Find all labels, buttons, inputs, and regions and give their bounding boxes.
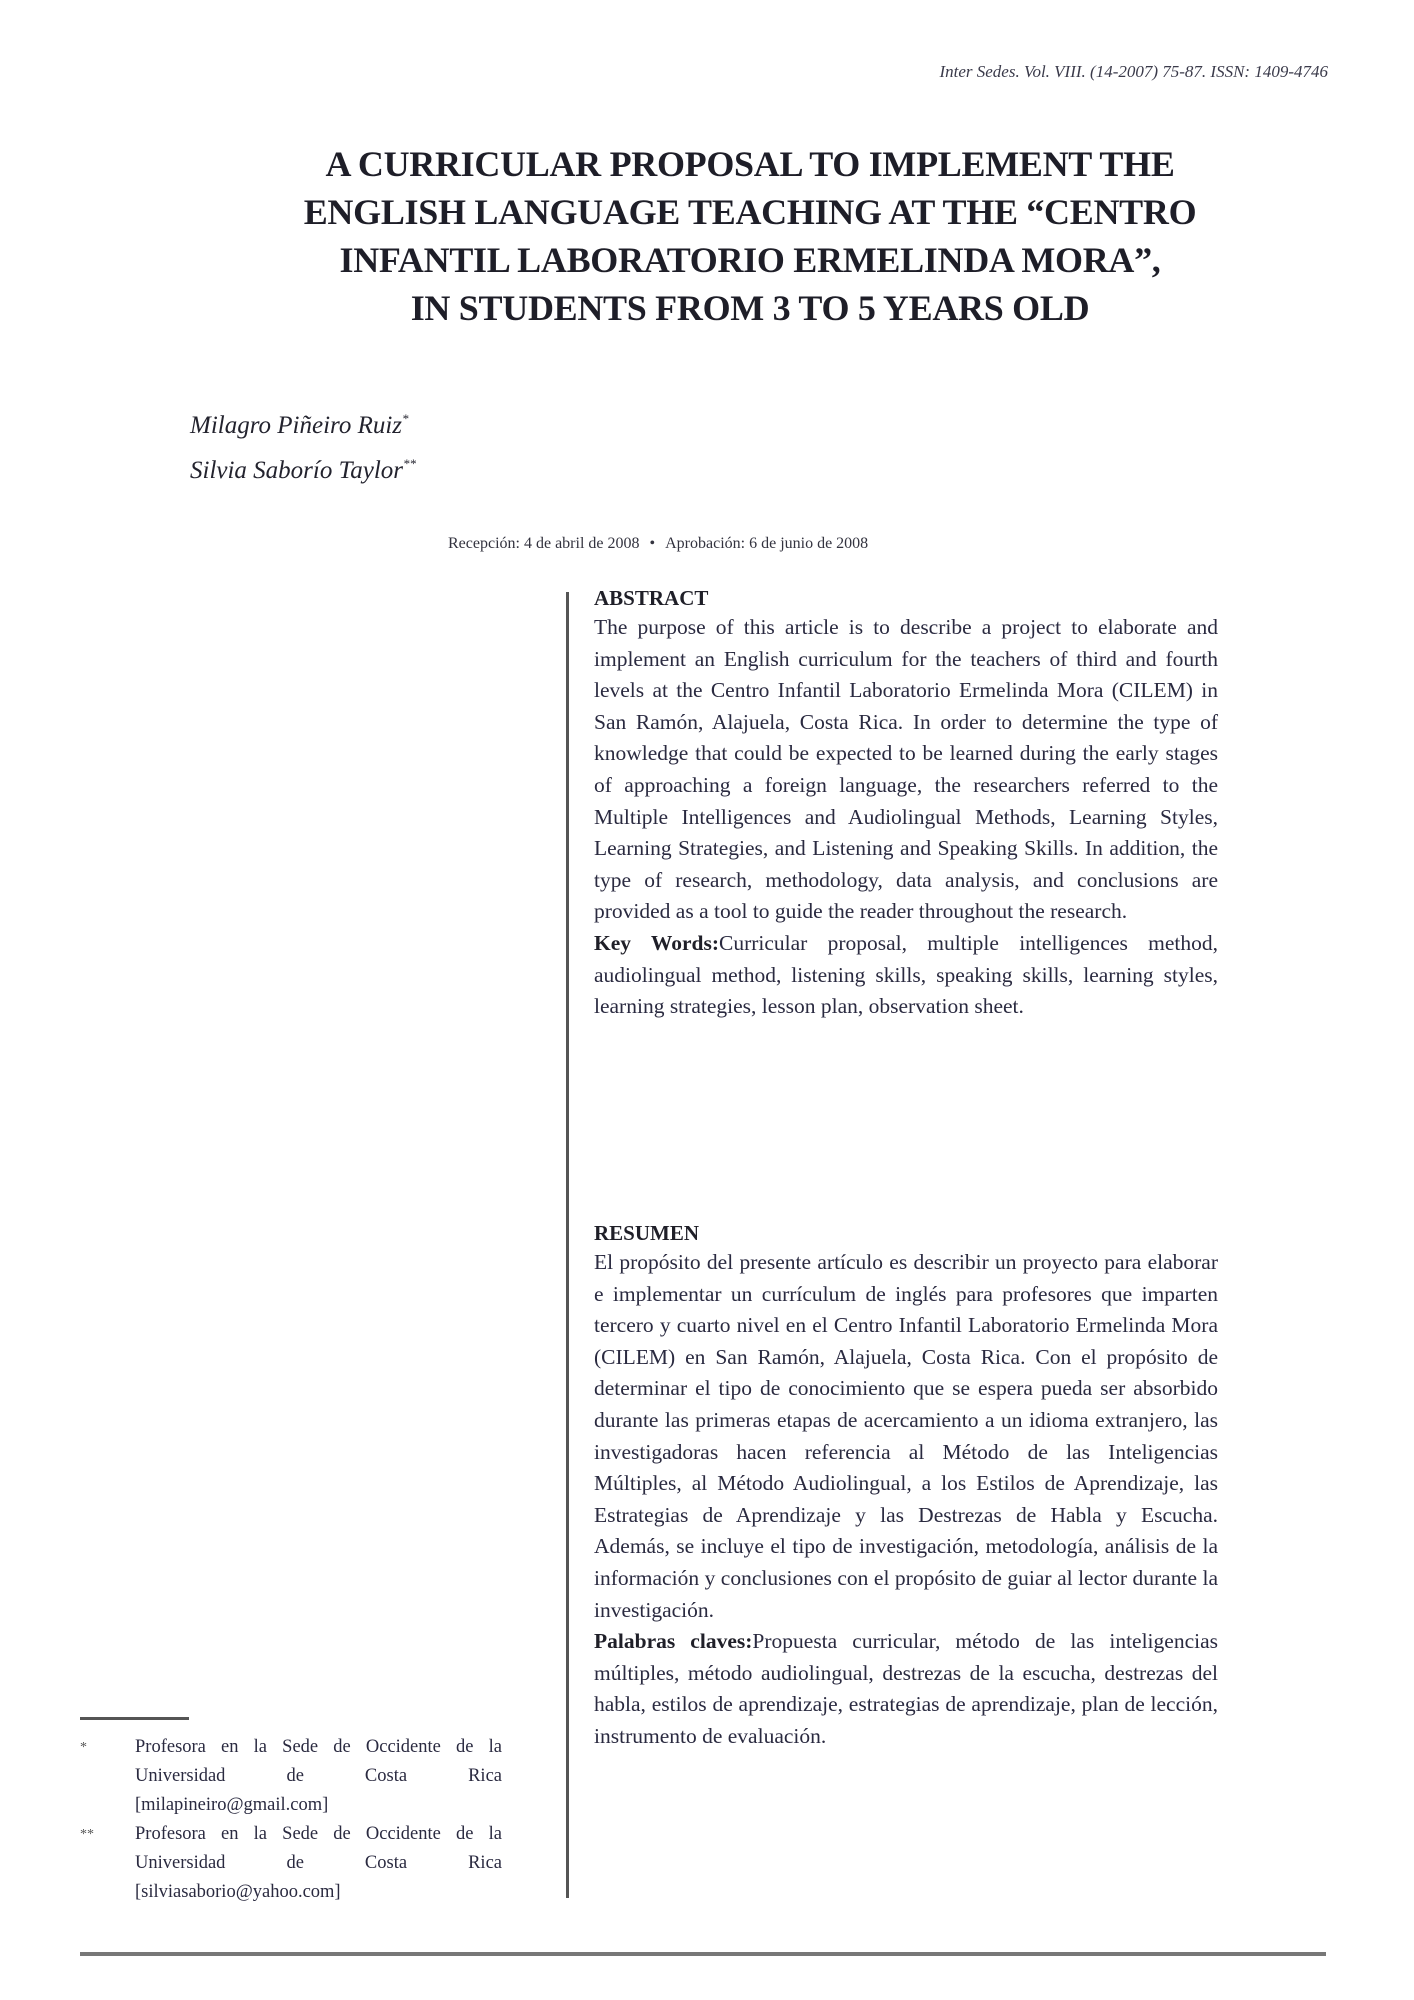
author-name: Milagro Piñeiro Ruiz bbox=[190, 412, 403, 439]
title-line: IN STUDENTS FROM 3 TO 5 YEARS OLD bbox=[410, 288, 1090, 328]
footnote-marker: * bbox=[402, 411, 409, 426]
page-bottom-rule bbox=[80, 1952, 1326, 1956]
resumen-section bbox=[594, 1219, 1218, 1753]
footnote-text: Profesora en la Sede de Occidente de la Universidad de Costa Rica [milapineiro@gmail.com] bbox=[135, 1737, 502, 1815]
author bbox=[190, 445, 416, 490]
author-list bbox=[190, 400, 416, 490]
article-title bbox=[190, 140, 1310, 332]
footnote-rule bbox=[80, 1717, 189, 1720]
palabras-claves-text: Propuesta curricular, método de las inteligencias múltiples, método audiolingual, destrezas de la escucha, destrezas del habla, estilos de aprendizaje, estrategias de aprendizaje, plan de lección, instrumento de evaluación. bbox=[594, 1629, 1219, 1748]
approval-date: Aprobación: 6 de junio de 2008 bbox=[665, 535, 869, 552]
abstract-heading: ABSTRACT bbox=[594, 586, 709, 610]
palabras-claves-label: Palabras claves: bbox=[594, 1629, 753, 1654]
title-line: A CURRICULAR PROPOSAL TO IMPLEMENT THE bbox=[325, 144, 1175, 184]
resumen-heading: RESUMEN bbox=[594, 1221, 700, 1245]
footnote-marker: ** bbox=[80, 1827, 94, 1842]
author-name: Silvia Saborío Taylor bbox=[190, 457, 403, 484]
bullet-separator: • bbox=[649, 535, 656, 552]
footnote-marker: * bbox=[80, 1740, 87, 1755]
resumen-body: El propósito del presente artículo es describir un proyecto para elaborar e implementar un currículum de inglés para profesores que imparten tercero y cuarto nivel en el Centro Infantil Laboratorio Ermelinda Mora (CILEM) en San Ramón, Alajuela, Costa Rica. Con el propósito de determinar el tipo de conocimiento que se espera pueda ser absorbido durante las primeras etapas de acercamiento a un idioma extranjero, las investigadoras hacen referencia al Método de las Inteligencias Múltiples, al Método Audiolingual, a los Estilos de Aprendizaje, las Estrategias de Aprendizaje y las Destrezas de Habla y Escucha. Además, se incluye el tipo de investigación, metodología, análisis de la información y conclusiones con el propósito de guiar al lector durante la investigación. bbox=[594, 1250, 1218, 1622]
keywords-text: Curricular proposal, multiple intelligences method, audiolingual method, listening skills, speaking skills, learning styles, learning strategies, lesson plan, observation sheet. bbox=[594, 930, 1218, 1019]
abstract-keywords bbox=[594, 928, 1218, 1023]
title-line: ENGLISH LANGUAGE TEACHING AT THE “CENTRO bbox=[303, 192, 1197, 232]
resumen-keywords bbox=[594, 1626, 1218, 1752]
author bbox=[190, 400, 416, 445]
keywords-label: Key Words: bbox=[594, 930, 719, 955]
footnote bbox=[80, 1733, 502, 1820]
publication-dates bbox=[448, 535, 868, 553]
abstract-section bbox=[594, 584, 1218, 1023]
column-divider bbox=[566, 592, 569, 1898]
footnote bbox=[80, 1820, 502, 1907]
reception-date: Recepción: 4 de abril de 2008 bbox=[448, 535, 640, 552]
footnote-text: Profesora en la Sede de Occidente de la Universidad de Costa Rica [silviasaborio@yahoo.com] bbox=[135, 1824, 502, 1902]
abstract-body: The purpose of this article is to describe a project to elaborate and implement an English curriculum for the teachers of third and fourth levels at the Centro Infantil Laboratorio Ermelinda Mora (CILEM) in San Ramón, Alajuela, Costa Rica. In order to determine the type of knowledge that could be expected to be learned during the early stages of approaching a foreign language, the researchers referred to the Multiple Intelligences and Audiolingual Methods, Learning Styles, Learning Strategies, and Listening and Speaking Skills. In addition, the type of research, methodology, data analysis, and conclusions are provided as a tool to guide the reader throughout the research. bbox=[594, 615, 1218, 924]
title-line: INFANTIL LABORATORIO ERMELINDA MORA”, bbox=[339, 240, 1161, 280]
footnotes bbox=[80, 1733, 502, 1907]
footnote-marker: ** bbox=[403, 456, 416, 471]
running-head: Inter Sedes. Vol. VIII. (14-2007) 75-87. ISSN: 1409-4746 bbox=[939, 62, 1328, 81]
